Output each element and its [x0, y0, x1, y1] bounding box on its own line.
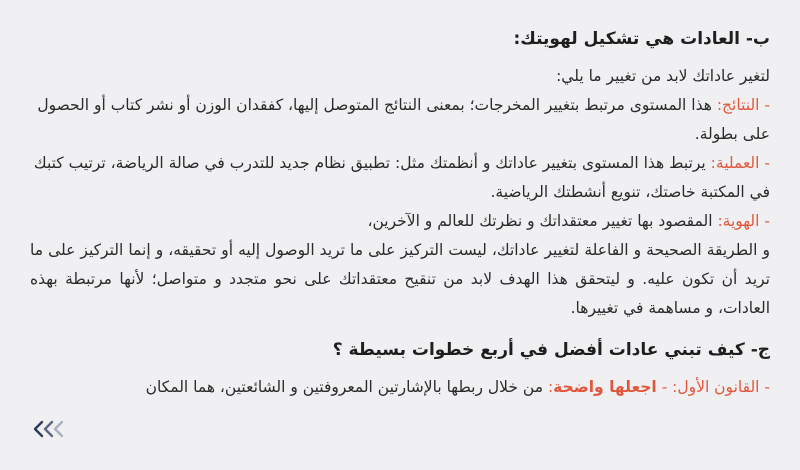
article-content — [30, 26, 770, 402]
process-paragraph — [30, 149, 770, 207]
results-label: - النتائج: — [716, 96, 770, 114]
section-b-intro: لتغير عاداتك لابد من تغيير ما يلي: — [556, 67, 770, 85]
results-text: هذا المستوى مرتبط بتغيير المخرجات؛ بمعنى النتائج المتوصل إليها، كفقدان الوزن أو نشر كتاب أو الحصول على بطولة. — [37, 96, 770, 143]
identity-text: المقصود بها تغيير معتقداتك و نظرتك للعالم و الآخرين، — [367, 212, 718, 230]
closing-paragraph: و الطريقة الصحيحة و الفاعلة لتغيير عاداتك، ليست التركيز على ما تريد الوصول إليه أو تحقيقه، و إنما التركيز على ما تريد أن تكون عليه. و ليتحقق هذا الهدف لابد من تنقيح معتقداتك على نحو متجدد و متواصل؛ لأنها مرتبطة بهذه العادات، و مساهمة في تغييرها. — [30, 241, 770, 317]
section-b-heading: ب- العادات هي تشكيل لهويتك: — [513, 29, 770, 49]
section-c-heading: ج- كيف تبني عادات أفضل في أربع خطوات بسيطة ؟ — [332, 340, 770, 360]
first-law-label: - القانون الأول: - — [656, 378, 770, 396]
first-law-text: من خلال ربطها بالإشارتين المعروفتين و الشائعتين، هما المكان — [145, 378, 548, 396]
chevrons-svg — [32, 418, 70, 440]
process-text: يرتبط هذا المستوى بتغيير عاداتك و أنظمتك مثل: تطبيق نظام جديد للتدرب في صالة الرياضة، ترتيب كتبك في المكتبة خاصتك، تنويع أنشطتك الرياضية. — [33, 154, 770, 201]
first-law-colon: : — [547, 378, 554, 396]
results-paragraph — [30, 91, 770, 149]
identity-label: - الهوية: — [717, 212, 770, 230]
process-label: - العملية: — [710, 154, 770, 172]
first-law-paragraph — [30, 373, 770, 402]
identity-paragraph — [30, 207, 770, 236]
first-law-emphasis: اجعلها واضحة — [553, 378, 657, 396]
triple-chevron-left-icon[interactable] — [32, 418, 70, 440]
